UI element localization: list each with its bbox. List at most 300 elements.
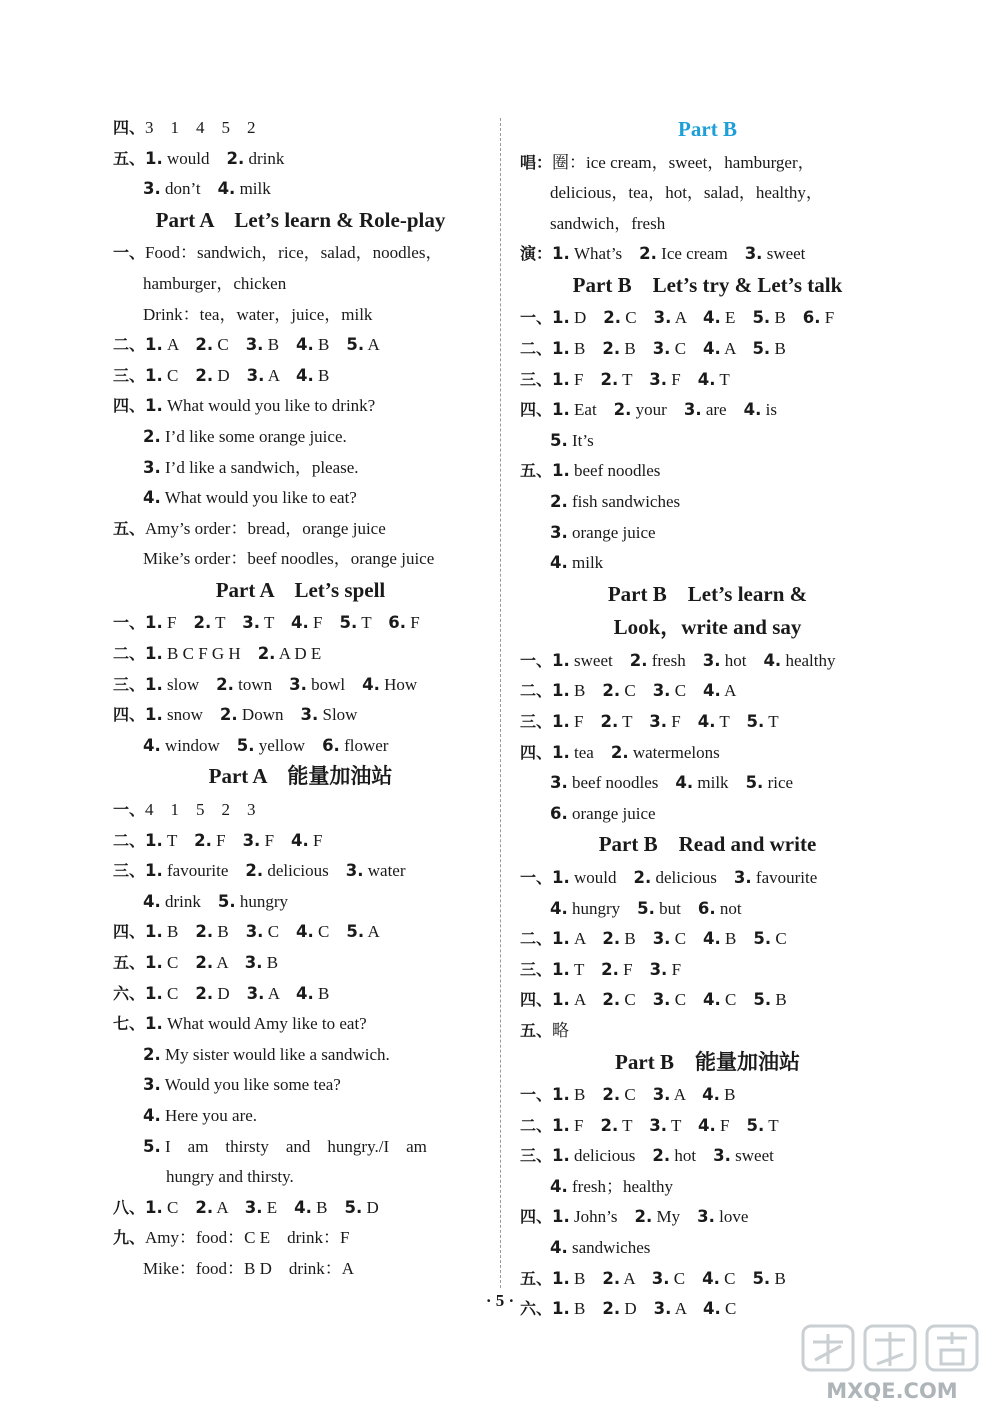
item-number: 5.	[746, 1115, 765, 1135]
answer-text: D	[620, 1299, 654, 1319]
answer-line	[113, 242, 442, 264]
answer-text: C	[720, 1299, 737, 1319]
section-marker: 六、	[113, 983, 146, 1003]
section-marker: 五、	[113, 518, 146, 538]
answer-text: Here you are.	[160, 1105, 258, 1125]
answer-line	[520, 1115, 779, 1137]
answer-text: I am thirsty and hungry./I am	[160, 1136, 427, 1156]
answer-line	[520, 460, 660, 482]
answer-line	[520, 959, 681, 981]
item-number: 5.	[745, 773, 764, 793]
answer-text: A	[569, 929, 603, 949]
item-number: 2.	[216, 674, 234, 694]
answer-text: 圈：ice cream，sweet，hamburger，	[552, 152, 815, 172]
answer-text: F	[667, 959, 682, 979]
item-number: 2.	[226, 148, 245, 168]
answer-text: don’t	[160, 179, 218, 199]
answer-text: B	[770, 308, 803, 328]
item-number: 2.	[143, 1044, 161, 1064]
item-number: 1.	[552, 681, 570, 701]
answer-text: Food：sandwich，rice，salad，noodles，	[145, 243, 443, 263]
answer-line	[143, 487, 357, 509]
item-number: 2.	[600, 369, 619, 389]
answer-text: B	[771, 990, 787, 1010]
item-number: 5.	[339, 613, 358, 633]
item-number: 1.	[145, 335, 163, 355]
item-number: 3.	[744, 244, 763, 264]
answer-text: D	[213, 365, 247, 385]
answer-text: town	[233, 674, 290, 694]
answer-line	[143, 178, 271, 200]
item-number: 2.	[639, 244, 657, 264]
answer-text: C	[720, 990, 754, 1010]
item-number: 2.	[194, 830, 212, 850]
section-marker: 四、	[520, 990, 553, 1010]
answer-text: milk	[235, 179, 271, 199]
answer-line	[113, 799, 256, 821]
item-number: 4.	[675, 773, 694, 793]
answer-line	[143, 1258, 354, 1280]
section-marker: 四、	[113, 922, 146, 942]
item-number: 5.	[236, 735, 255, 755]
answer-text: but	[654, 898, 698, 918]
section-marker: 一、	[520, 867, 553, 887]
item-number: 4.	[296, 922, 314, 942]
answer-text: sweet	[762, 244, 806, 264]
item-number: 3.	[244, 1197, 263, 1217]
answer-text: B	[313, 335, 347, 355]
answer-text: A	[162, 335, 196, 355]
item-number: 6.	[388, 613, 407, 633]
answer-text: Amy’s order：bread，orange juice	[145, 518, 386, 538]
answer-text: A	[720, 681, 737, 701]
answer-text: would	[569, 867, 634, 887]
answer-text: sandwiches	[567, 1238, 651, 1257]
item-number: 4.	[550, 898, 568, 918]
answer-line	[550, 898, 742, 920]
item-number: 4.	[703, 339, 721, 358]
answer-line	[113, 395, 375, 417]
item-number: 4.	[763, 650, 782, 670]
answer-text: flower	[339, 735, 389, 755]
item-number: 4.	[550, 1238, 568, 1257]
item-number: 5.	[753, 929, 772, 949]
item-number: 4.	[703, 681, 721, 701]
answer-line	[520, 338, 786, 360]
answer-text: beef noodles	[567, 773, 676, 793]
item-number: 3.	[550, 522, 568, 542]
item-number: 3.	[653, 1299, 672, 1319]
answer-line	[520, 307, 834, 329]
section-marker: 五、	[113, 148, 146, 168]
answer-text: C	[162, 365, 196, 385]
answer-text: drink	[160, 891, 218, 911]
item-number: 6.	[802, 308, 821, 328]
item-number: 1.	[552, 308, 570, 328]
item-number: 4.	[702, 1085, 720, 1104]
item-number: 3.	[651, 1268, 670, 1288]
answer-text: would	[162, 148, 227, 168]
answer-text: C	[263, 922, 297, 942]
answer-text: hungry	[235, 891, 289, 911]
item-number: 1.	[145, 365, 163, 385]
answer-line	[550, 803, 656, 825]
section-marker: 三、	[113, 861, 146, 881]
answer-line	[113, 1013, 367, 1035]
answer-line	[520, 152, 815, 174]
answer-text: delicious	[569, 1146, 653, 1166]
item-number: 3.	[300, 705, 319, 725]
section-marker: 三、	[520, 712, 553, 731]
answer-line	[166, 1166, 294, 1188]
answer-text: T	[715, 369, 730, 389]
item-number: 2.	[601, 959, 619, 979]
section-marker: 三、	[520, 959, 553, 979]
item-number: 4.	[703, 308, 721, 328]
item-number: 3.	[245, 922, 264, 942]
answer-text: B	[620, 339, 653, 358]
answer-line	[143, 891, 288, 913]
item-number: 1.	[552, 400, 570, 420]
answer-line	[113, 518, 386, 540]
section-marker: 三、	[520, 1146, 553, 1166]
answer-text: T	[764, 712, 779, 731]
section-marker: 二、	[113, 830, 146, 850]
answer-line	[520, 1145, 774, 1167]
answer-text: B	[313, 365, 330, 385]
answer-text: B	[263, 335, 297, 355]
section-marker: 一、	[520, 1085, 553, 1104]
item-number: 5.	[753, 990, 772, 1010]
answer-text: C	[213, 335, 246, 355]
answer-text: B	[213, 922, 246, 942]
answer-line	[520, 867, 817, 889]
answer-text: C	[620, 681, 653, 701]
item-number: 4.	[296, 335, 314, 355]
item-number: 1.	[552, 461, 570, 481]
answer-text: What would you like to drink?	[162, 396, 376, 416]
section-heading: Look，write and say	[613, 615, 802, 640]
item-number: 3.	[652, 681, 671, 701]
item-number: 1.	[552, 990, 570, 1010]
item-number: 1.	[145, 830, 163, 850]
item-number: 2.	[634, 1207, 653, 1227]
answer-text: C	[162, 1197, 196, 1217]
item-number: 3.	[242, 613, 261, 633]
answer-text: drink	[244, 148, 285, 168]
item-number: 5.	[217, 891, 236, 911]
item-number: 3.	[244, 952, 263, 972]
answer-text: T	[211, 613, 243, 633]
answer-text: Mike’s order：beef noodles，orange juice	[143, 549, 435, 569]
section-marker: 七、	[113, 1014, 146, 1034]
item-number: 4.	[291, 613, 309, 633]
item-number: 5.	[752, 1268, 771, 1288]
item-number: 3.	[649, 712, 668, 731]
answer-text: delicious	[651, 867, 734, 887]
answer-line	[113, 334, 380, 356]
section-marker: 五、	[113, 952, 146, 972]
answer-text: your	[631, 400, 684, 420]
answer-text: My sister would like a sandwich.	[160, 1044, 390, 1064]
item-number: 1.	[145, 644, 163, 663]
answer-line	[520, 928, 787, 950]
answer-line	[113, 921, 380, 943]
answer-line	[113, 148, 284, 170]
answer-text: A	[671, 1299, 704, 1319]
answer-text: B	[719, 1085, 736, 1104]
answer-line	[113, 365, 329, 387]
answer-line	[143, 273, 286, 295]
item-number: 3.	[683, 400, 702, 420]
item-number: 2.	[602, 990, 621, 1010]
answer-text: orange juice	[567, 803, 656, 823]
item-number: 3.	[246, 365, 265, 385]
section-marker: 二、	[113, 644, 146, 663]
answer-text: A	[213, 1197, 245, 1217]
answer-text: T	[162, 830, 195, 850]
answer-text: 略	[552, 1020, 570, 1040]
answer-text: B	[569, 339, 603, 358]
answer-text: watermelons	[628, 742, 720, 762]
item-number: 2.	[195, 365, 214, 385]
answer-line	[143, 426, 347, 448]
item-number: 5.	[752, 339, 771, 358]
answer-line	[520, 243, 805, 265]
item-number: 2.	[195, 1197, 214, 1217]
item-number: 4.	[296, 365, 314, 385]
answer-text: T	[618, 712, 650, 731]
answer-text: not	[715, 898, 742, 918]
section-marker: 九、	[113, 1228, 146, 1248]
answer-line	[520, 989, 787, 1011]
item-number: 1.	[552, 1268, 570, 1288]
section-heading: Part B 能量加油站	[615, 1049, 800, 1074]
answer-text: B	[162, 922, 196, 942]
answer-text: love	[714, 1207, 749, 1227]
answer-text: A	[671, 308, 704, 328]
item-number: 2.	[600, 1115, 619, 1135]
answer-text: B C F G H	[162, 644, 258, 663]
answer-text: F	[211, 830, 243, 850]
answer-text: C	[670, 681, 704, 701]
item-number: 3.	[550, 773, 568, 793]
answer-line	[520, 1020, 569, 1042]
item-number: 1.	[552, 1207, 570, 1227]
item-number: 2.	[600, 712, 619, 731]
item-number: 1.	[552, 1115, 570, 1135]
item-number: 1.	[552, 650, 570, 670]
item-number: 3.	[702, 650, 721, 670]
item-number: 3.	[143, 1075, 161, 1095]
answer-text: A	[720, 339, 753, 358]
answer-line	[550, 1176, 673, 1198]
answer-text: F	[308, 830, 323, 850]
answer-line	[520, 742, 720, 764]
section-marker: 一、	[113, 613, 146, 633]
item-number: 2.	[195, 922, 214, 942]
answer-text: C	[670, 990, 704, 1010]
item-number: 1.	[145, 983, 163, 1003]
item-number: 3.	[143, 179, 161, 199]
answer-text: F	[162, 613, 194, 633]
answer-text: F	[715, 1115, 747, 1135]
answer-line	[520, 1268, 786, 1290]
item-number: 2.	[550, 492, 568, 511]
answer-text: hamburger，chicken	[143, 273, 287, 293]
section-heading: Part A Let’s spell	[215, 577, 386, 602]
section-marker: 四、	[113, 118, 146, 137]
item-number: 2.	[629, 650, 648, 670]
item-number: 4.	[698, 1115, 716, 1135]
answer-text: T	[618, 369, 650, 389]
answer-text: A	[569, 990, 603, 1010]
answer-text: F	[618, 959, 650, 979]
answer-text: D	[569, 308, 604, 328]
section-marker: 四、	[520, 742, 553, 762]
answer-text: F	[667, 369, 698, 389]
answer-line	[520, 650, 836, 672]
answer-text: C	[670, 339, 704, 358]
item-number: 6.	[322, 735, 340, 755]
section-heading: Part A 能量加油站	[208, 764, 393, 789]
item-number: 2.	[603, 308, 622, 328]
section-marker: 八、	[113, 1197, 146, 1217]
answer-text: T	[667, 1115, 699, 1135]
section-heading: Part A Let’s learn & Role-play	[155, 207, 446, 232]
answer-text: favourite	[751, 867, 818, 887]
item-number: 1.	[145, 952, 163, 972]
answer-line	[550, 522, 656, 544]
item-number: 1.	[145, 613, 163, 633]
answer-line	[550, 430, 594, 452]
answer-line	[520, 369, 730, 391]
item-number: 4.	[143, 891, 161, 911]
section-marker: 三、	[113, 674, 146, 694]
item-number: 4.	[743, 400, 762, 420]
answer-text: C	[620, 990, 653, 1010]
item-number: 1.	[145, 1014, 163, 1034]
answer-text: hungry	[567, 898, 638, 918]
item-number: 4.	[296, 983, 314, 1003]
answer-line	[143, 735, 388, 757]
section-marker: 唱：	[520, 152, 553, 172]
answer-line	[113, 643, 321, 665]
item-number: 3.	[697, 1207, 715, 1227]
answer-text: milk	[693, 773, 746, 793]
item-number: 4.	[697, 712, 716, 731]
item-number: 1.	[145, 148, 163, 168]
answer-text: Amy：food：C E drink：F	[145, 1228, 350, 1248]
answer-text: C	[771, 929, 787, 949]
answer-text: A	[670, 1085, 703, 1104]
item-number: 3.	[649, 959, 668, 979]
answer-text: tea	[569, 742, 611, 762]
answer-text: I’d like a sandwich，please.	[160, 457, 359, 477]
answer-text: A	[364, 335, 380, 355]
section-marker: 五、	[520, 1020, 553, 1040]
item-number: 4.	[703, 929, 721, 949]
item-number: 1.	[552, 742, 570, 762]
answer-text: F	[308, 613, 340, 633]
section-marker: 二、	[520, 1115, 553, 1135]
item-number: 1.	[552, 1146, 570, 1166]
answer-text: beef noodles	[569, 461, 661, 481]
answer-text: B	[620, 929, 653, 949]
item-number: 2.	[602, 681, 621, 701]
item-number: 2.	[602, 1085, 621, 1104]
item-number: 3.	[242, 830, 261, 850]
answer-line	[550, 772, 793, 794]
section-heading: Part B Let’s learn &	[607, 581, 808, 606]
item-number: 2.	[613, 400, 632, 420]
answer-line	[113, 1227, 350, 1249]
item-number: 1.	[552, 867, 570, 887]
answer-text: B	[569, 1299, 603, 1319]
answer-text: C	[621, 308, 654, 328]
answer-text: healthy	[781, 650, 836, 670]
item-number: 3.	[653, 308, 672, 328]
section-marker: 二、	[520, 681, 553, 701]
answer-text: 4 1 5 2 3	[145, 799, 256, 819]
section-marker: 五、	[520, 461, 553, 481]
answer-text: F	[406, 613, 420, 633]
page-number: · 5 ·	[485, 1291, 515, 1310]
answer-text: T	[357, 613, 389, 633]
item-number: 5.	[550, 430, 568, 450]
answer-text: B	[569, 1085, 603, 1104]
item-number: 3.	[713, 1146, 731, 1166]
answer-text: Drink：tea，water，juice，milk	[143, 304, 373, 324]
answer-text: yellow	[254, 735, 323, 755]
item-number: 6.	[697, 898, 716, 918]
section-marker: 一、	[520, 308, 553, 328]
item-number: 3.	[143, 457, 161, 477]
item-number: 3.	[649, 369, 668, 389]
item-number: 2.	[602, 1299, 621, 1319]
item-number: 1.	[552, 929, 570, 949]
answer-text: B	[569, 681, 603, 701]
answer-text: hot	[670, 1146, 714, 1166]
section-heading: Part B	[678, 117, 737, 141]
item-number: 4.	[703, 1299, 721, 1319]
item-number: 4.	[362, 674, 380, 694]
answer-text: My	[652, 1207, 698, 1227]
answer-text: It’s	[567, 430, 594, 450]
item-number: 1.	[552, 339, 570, 358]
answer-text: I’d like some orange juice.	[160, 426, 347, 446]
item-number: 2.	[195, 952, 214, 972]
section-marker: 四、	[520, 400, 553, 420]
answer-text: hot	[720, 650, 764, 670]
section-marker: 一、	[113, 799, 146, 819]
answer-text: slow	[162, 674, 217, 694]
answer-text: C	[719, 1268, 753, 1288]
answer-text: A	[620, 1268, 652, 1288]
item-number: 3.	[345, 861, 364, 881]
answer-text: T	[618, 1115, 650, 1135]
answer-text: Ice cream	[656, 244, 745, 264]
answer-line	[550, 552, 603, 574]
item-number: 3.	[652, 1085, 671, 1104]
answer-text: C	[669, 1268, 703, 1288]
answer-text: What would you like to eat?	[160, 488, 357, 508]
item-number: 4.	[294, 1197, 312, 1217]
answer-text: C	[670, 929, 704, 949]
item-number: 3.	[289, 674, 307, 694]
item-number: 1.	[145, 674, 163, 694]
answer-watermark-logo-icon	[795, 1320, 990, 1405]
